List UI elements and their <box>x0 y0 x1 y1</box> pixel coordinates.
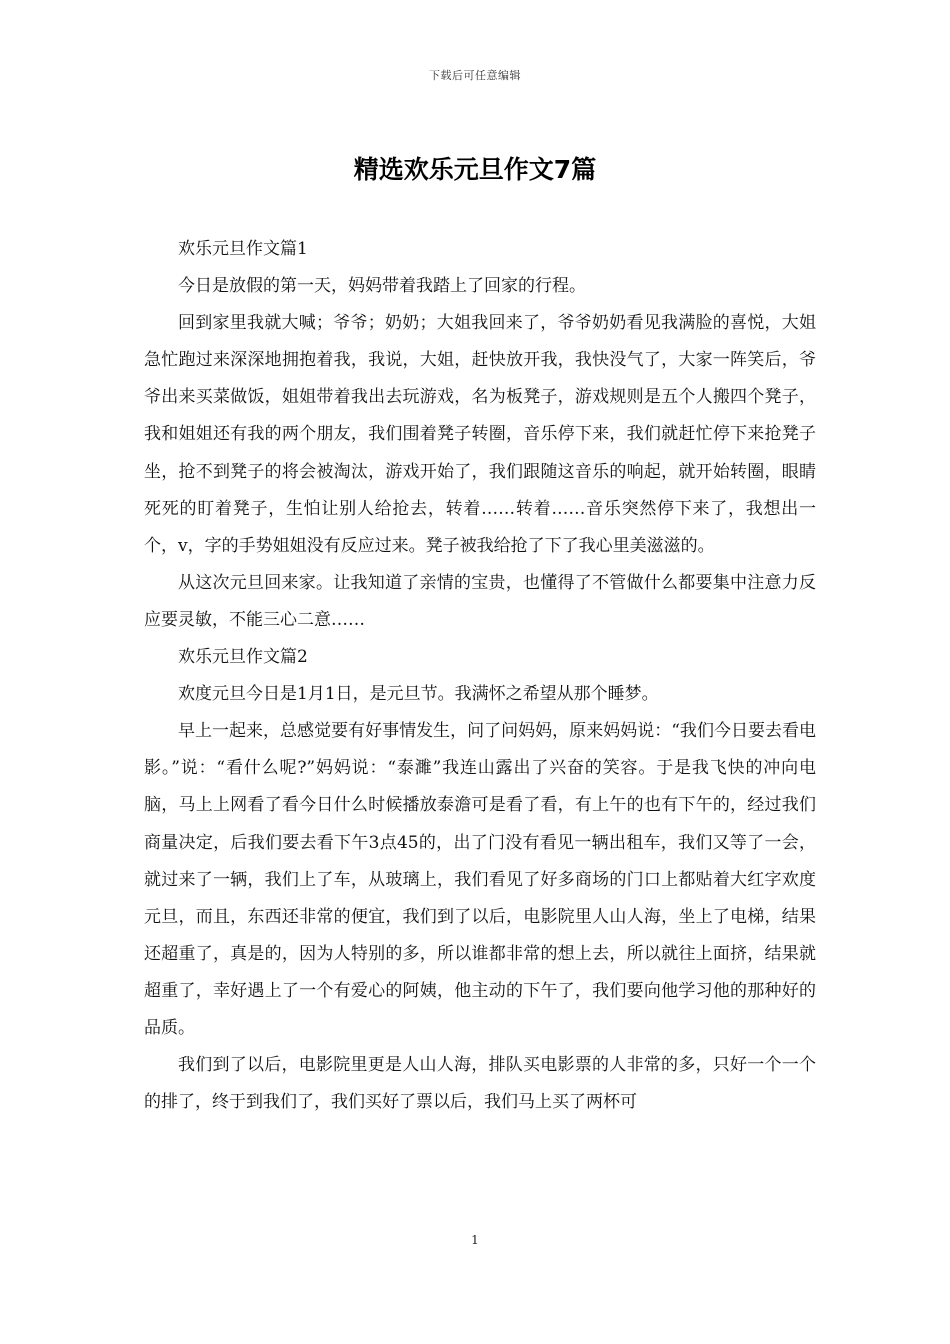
paragraph: 早上一起来，总感觉要有好事情发生，问了问妈妈，原来妈妈说：“我们今日要去看电影。”说：“看什么呢?”妈妈说：“泰濉”我连山露出了兴奋的笑容。于是我飞快的冲向电脑，马上上网看了看今日什么时候播放泰澹可是看了看，有上午的也有下午的，经过我们商量决定，后我们要去看下午3点45的，出了门没有看见一辆出租车，我们又等了一会，就过来了一辆，我们上了车，从玻璃上，我们看见了好多商场的门口上都贴着大红字欢度元旦，而且，东西还非常的便宜，我们到了以后，电影院里人山人海，坐上了电梯，结果还超重了，真是的，因为人特别的多，所以谁都非常的想上去，所以就往上面挤，结果就超重了，幸好遇上了一个有爱心的阿姨，他主动的下午了，我们要向他学习他的那种好的品质。 <box>144 721 816 1038</box>
header-note: 下载后可任意编辑 <box>429 69 521 82</box>
paragraph: 回到家里我就大喊；爷爷；奶奶；大姐我回来了，爷爷奶奶看见我满脸的喜悦，大姐急忙跑过来深深地拥抱着我，我说，大姐，赶快放开我，我快没气了，大家一阵笑后，爷爷出来买菜做饭，姐姐带着我出去玩游戏，名为板凳子，游戏规则是五个人搬四个凳子，我和姐姐还有我的两个朋友，我们围着凳子转圈，音乐停下来，我们就赶忙停下来抢凳子坐，抢不到凳子的将会被淘汰，游戏开始了，我们跟随这音乐的响起，就开始转圈，眼睛死死的盯着凳子，生怕让别人给抢去，转着……转着……音乐突然停下来了，我想出一个，v，字的手势姐姐没有反应过来。凳子被我给抢了下了我心里美滋滋的。 <box>144 313 816 556</box>
document-body <box>144 231 816 1121</box>
section-heading: 欢乐元旦作文篇2 <box>178 647 308 668</box>
document-title: 精选欢乐元旦作文7篇 <box>353 155 597 184</box>
paragraph: 今日是放假的第一天，妈妈带着我踏上了回家的行程。 <box>178 276 586 297</box>
paragraph: 从这次元旦回来家。让我知道了亲情的宝贵，也懂得了不管做什么都要集中注意力反应要灵敏，不能三心二意…… <box>144 572 816 630</box>
paragraph: 欢度元旦今日是1月1日，是元旦节。我满怀之希望从那个睡梦。 <box>178 684 659 705</box>
section-heading: 欢乐元旦作文篇1 <box>178 239 308 259</box>
paragraph: 我们到了以后，电影院里更是人山人海，排队买电影票的人非常的多，只好一个一个的排了，终于到我们了，我们买好了票以后，我们马上买了两杯可 <box>144 1055 816 1113</box>
page-number: 1 <box>471 1233 479 1247</box>
